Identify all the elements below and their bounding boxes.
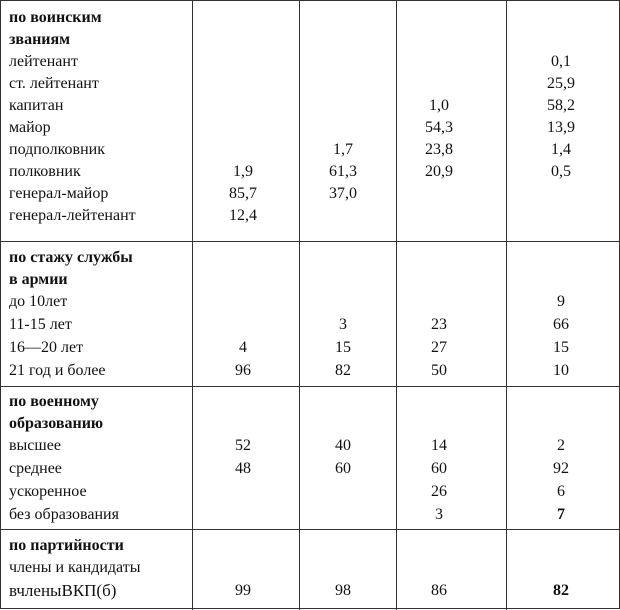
row-label: ускоренное [9, 483, 87, 500]
row-divider [1, 529, 620, 530]
cell-value: 3 [435, 506, 443, 523]
table-row [1, 161, 620, 183]
table-row [1, 458, 620, 480]
section-title-line: званиям [9, 31, 71, 48]
cell-value: 58,2 [547, 97, 575, 114]
section-title [1, 535, 620, 557]
table-row [1, 95, 620, 117]
section-title-line: по стажу службы [9, 249, 133, 266]
cell-value: 82 [553, 582, 569, 599]
cell-value: 1,9 [233, 163, 253, 180]
cell-value: 4 [239, 339, 247, 356]
section-title-line: в армии [9, 271, 68, 288]
cell-value: 85,7 [229, 185, 257, 202]
cell-value: 82 [335, 362, 351, 379]
cell-value: 61,3 [329, 163, 357, 180]
cell-value: 50 [431, 362, 447, 379]
cell-value: 23 [431, 316, 447, 333]
cell-value: 23,8 [425, 141, 453, 158]
row-label: ст. лейтенант [9, 75, 99, 92]
cell-value: 1,7 [333, 141, 353, 158]
table-row [1, 139, 620, 161]
table-row [1, 557, 620, 579]
cell-value: 66 [553, 316, 569, 333]
section-title [1, 29, 620, 51]
table-row [1, 51, 620, 73]
row-label: полковник [9, 163, 81, 180]
table-row [1, 205, 620, 227]
section-title-line: по воинским [9, 9, 102, 26]
cell-value: 1,4 [551, 141, 571, 158]
row-label: генерал-лейтенант [9, 207, 136, 224]
cell-value: 96 [235, 362, 251, 379]
cell-value: 25,9 [547, 75, 575, 92]
section-title [1, 269, 620, 291]
cell-value: 9 [557, 293, 565, 310]
table-row [1, 183, 620, 205]
cell-value: 92 [553, 460, 569, 477]
section-title [1, 391, 620, 413]
cell-value: 7 [557, 506, 565, 523]
cell-value: 6 [557, 483, 565, 500]
table-row [1, 435, 620, 457]
cell-value: 0,5 [551, 163, 571, 180]
row-label: генерал-майор [9, 185, 109, 202]
cell-value: 48 [235, 460, 251, 477]
cell-value: 13,9 [547, 119, 575, 136]
cell-value: 0,1 [551, 53, 571, 70]
row-label: до 10лет [9, 293, 68, 310]
table-row [1, 314, 620, 336]
row-divider [1, 241, 620, 242]
table-row [1, 73, 620, 95]
row-label: 11-15 лет [9, 316, 72, 333]
row-label: капитан [9, 97, 64, 114]
cell-value: 12,4 [229, 207, 257, 224]
cell-value: 26 [431, 483, 447, 500]
row-label: без образования [9, 506, 119, 523]
table-row [1, 580, 620, 602]
row-label: члены и кандидаты [9, 559, 141, 576]
row-label: 21 год и более [9, 362, 106, 379]
row-label: подполковник [9, 141, 105, 158]
cell-value: 14 [431, 437, 447, 454]
row-label: высшее [9, 437, 61, 454]
cell-value: 86 [431, 582, 447, 599]
row-label: майор [9, 119, 51, 136]
row-label: 16—20 лет [9, 339, 84, 356]
cell-value: 99 [235, 582, 251, 599]
table-row [1, 291, 620, 313]
table-row [1, 360, 620, 382]
section-title [1, 413, 620, 435]
section-title [1, 7, 620, 29]
section-title-line: по партийности [9, 537, 124, 554]
cell-value: 15 [335, 339, 351, 356]
cell-value: 37,0 [329, 185, 357, 202]
cell-value: 1,0 [429, 97, 449, 114]
section-title-line: по военному [9, 393, 99, 410]
table-row [1, 504, 620, 526]
cell-value: 60 [431, 460, 447, 477]
cell-value: 20,9 [425, 163, 453, 180]
cell-value: 10 [553, 362, 569, 379]
row-label: лейтенант [9, 53, 78, 70]
row-divider [1, 386, 620, 387]
cell-value: 54,3 [425, 119, 453, 136]
cell-value: 27 [431, 339, 447, 356]
table-row [1, 337, 620, 359]
row-label: вчленыВКП(б) [9, 581, 117, 600]
table-row [1, 481, 620, 503]
cell-value: 98 [335, 582, 351, 599]
cell-value: 60 [335, 460, 351, 477]
cell-value: 52 [235, 437, 251, 454]
section-title-line: образованию [9, 415, 104, 432]
cell-value: 3 [339, 316, 347, 333]
table-row [1, 117, 620, 139]
cell-value: 40 [335, 437, 351, 454]
cell-value: 15 [553, 339, 569, 356]
section-title [1, 247, 620, 269]
row-label: среднее [9, 460, 62, 477]
cell-value: 2 [557, 437, 565, 454]
